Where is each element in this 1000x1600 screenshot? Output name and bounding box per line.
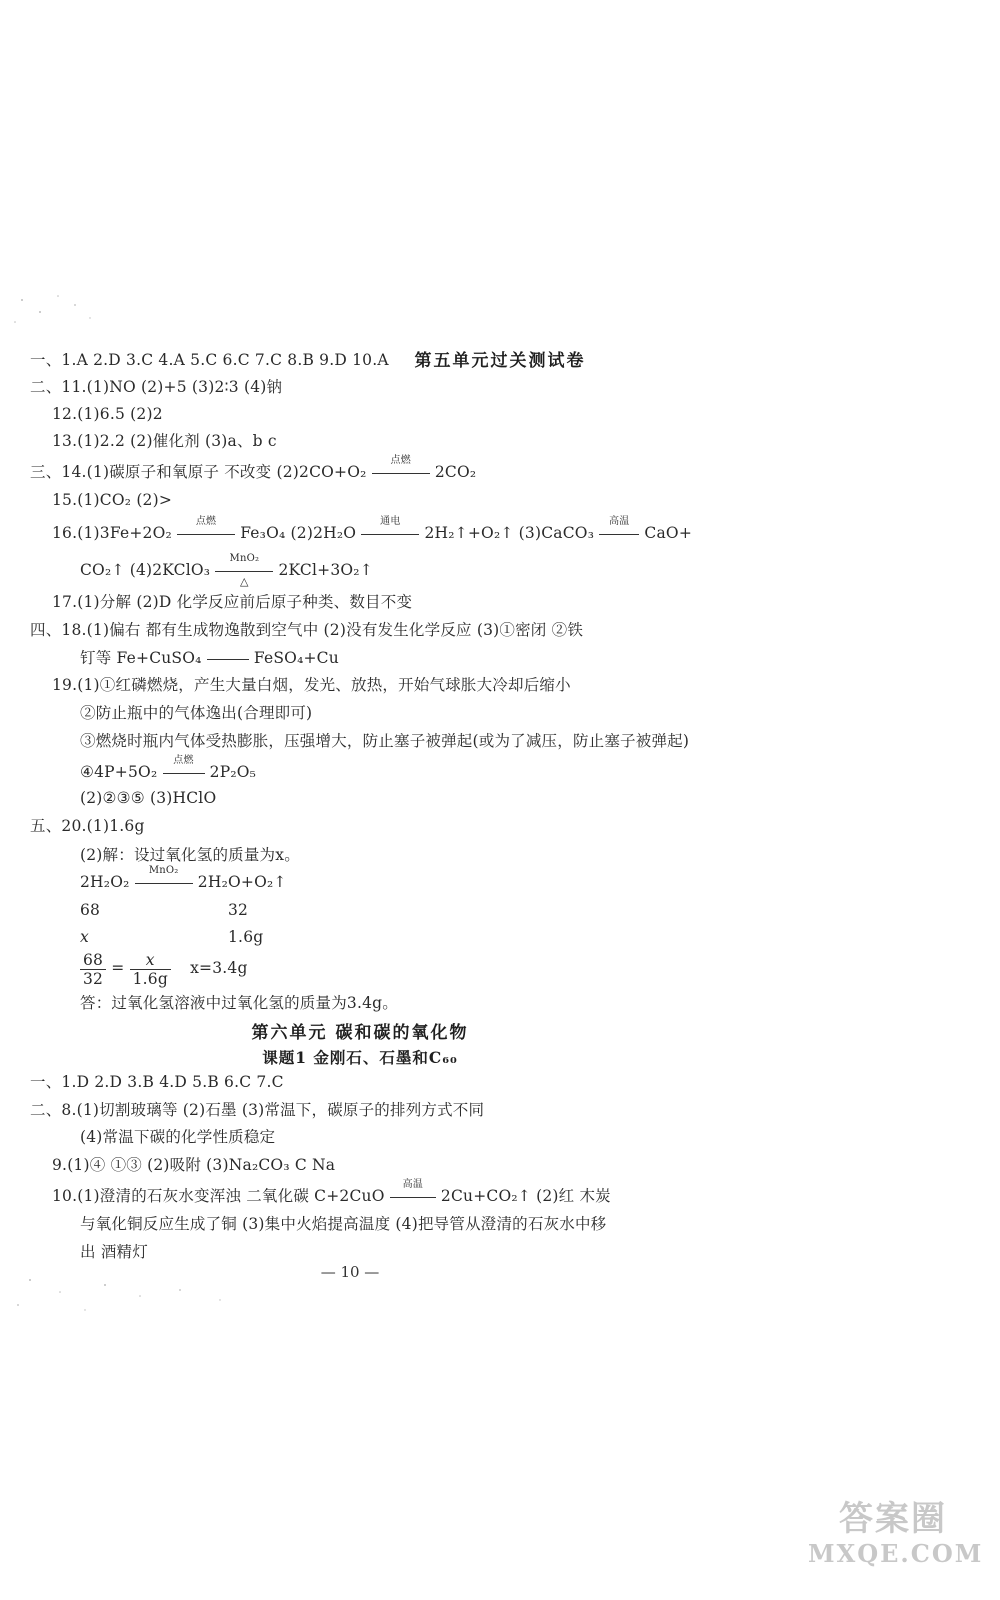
section6-subtitle: 课题1 金刚石、石墨和C₆₀ [262,1048,458,1067]
reaction-arrow [361,516,419,543]
s6-answer-line-8b: (4)常温下碳的化学性质稳定 [80,1128,276,1146]
eq10-lead: 10.(1)澄清的石灰水变浑浊 二氧化碳 C+2CuO [52,1187,385,1205]
answer-line-16b [80,553,373,588]
ratio-68: 68 [80,901,101,919]
reaction-arrow [372,455,430,482]
ratio-x: x [80,928,89,946]
s6-answer-line-1: 一、1.D 2.D 3.B 4.D 5.B 6.C 7.C [30,1073,284,1091]
s6-answer-line-10b: 与氧化铜反应生成了铜 (3)集中火焰提高温度 (4)把导管从澄清的石灰水中移 [80,1215,607,1233]
fraction-denominator: 1.6g [132,969,168,988]
watermark-sub-text: MXQE.COM [808,1539,984,1568]
answer-line-1: 一、1.A 2.D 3.C 4.A 5.C 6.C 7.C 8.B 9.D 10.A [30,351,389,369]
eq19-tail: 2P₂O₅ [209,763,257,781]
watermark-logo [808,1498,984,1578]
proportion-equation [80,948,248,988]
reaction-arrow [599,516,639,543]
reaction-arrow [177,516,235,543]
eq16d-lead: CO₂↑ (4)2KClO₃ [80,561,211,579]
fraction-x-1-6g [130,951,171,988]
answer-line-19c: ③燃烧时瓶内气体受热膨胀，压强增大，防止塞子被弹起(或为了减压，防止塞子被弹起) [80,732,690,750]
answer-line-13: 13.(1)2.2 (2)催化剂 (3)a、b c [52,432,277,450]
eq16c-tail: CaO+ [644,524,693,542]
section5-title: 第五单元过关测试卷 [414,351,586,371]
reaction-condition: MnO₂ [148,865,179,876]
answer-line-20b: (2)解：设过氧化氢的质量为x。 [80,846,300,864]
eq20-lead: 2H₂O₂ [80,873,130,891]
fraction-68-32 [80,951,106,988]
s6-answer-line-10c: 出 酒精灯 [80,1243,148,1261]
equals-sign: = [111,959,125,977]
answer-line-18a: 四、18.(1)偏右 都有生成物逸散到空气中 (2)没有发生化学反应 (3)①密闭 ②铁 [30,621,584,639]
s6-answer-line-8a: 二、8.(1)切割玻璃等 (2)石墨 (3)常温下，碳原子的排列方式不同 [30,1101,485,1119]
ratio-1-6g: 1.6g [228,928,264,946]
reaction-arrow [135,865,193,892]
answer-line-11: 二、11.(1)NO (2)+5 (3)2∶3 (4)钠 [30,378,283,396]
answer-line-20-eq [80,865,287,892]
eq10-tail: 2Cu+CO₂↑ (2)红 木炭 [440,1187,611,1205]
reaction-condition: 高温 [609,516,630,527]
reaction-arrow [390,1179,436,1206]
reaction-arrow [215,553,273,588]
eq16a-mid: Fe₃O₄ (2)2H₂O [240,524,357,542]
watermark-main-text: 答案圈 [839,1499,947,1539]
eq19-lead: ④4P+5O₂ [80,763,158,781]
reaction-condition: MnO₂ [229,553,260,564]
answer-line-14 [30,455,477,482]
reaction-condition: 高温 [402,1179,423,1190]
eq16a-lead: 16.(1)3Fe+2O₂ [52,524,172,542]
eq16d-tail: 2KCl+3O₂↑ [278,561,373,579]
reaction-condition: 点燃 [173,755,194,766]
reaction-arrow [207,648,249,668]
reaction-condition: 点燃 [390,455,411,466]
reaction-arrow [163,755,205,782]
answer-line-19b: ②防止瓶中的气体逸出(合理即可) [80,704,313,722]
page-number: — 10 — [320,1263,380,1281]
eq14-tail: 2CO₂ [434,463,477,481]
ratio-32: 32 [228,901,249,919]
fraction-numerator: 68 [80,951,106,970]
section6-title: 第六单元 碳和碳的氧化物 [251,1023,469,1043]
reaction-condition: 通电 [380,516,401,527]
answer-line-12: 12.(1)6.5 (2)2 [52,405,163,423]
eq14-lead: 三、14.(1)碳原子和氧原子 不改变 (2)2CO+O₂ [30,463,367,481]
answer-line-16a [52,516,693,543]
solution-value: x=3.4g [190,959,248,977]
answer-line-15: 15.(1)CO₂ (2)> [52,491,173,509]
heat-symbol: △ [240,575,249,588]
eq16b-mid: 2H₂↑+O₂↑ (3)CaCO₃ [424,524,595,542]
eq18-tail: FeSO₄+Cu [253,649,339,667]
eq18-lead: 钉等 Fe+CuSO₄ [80,649,202,667]
reaction-condition: 点燃 [195,516,217,527]
s6-answer-line-10a [52,1179,611,1206]
fraction-numerator: x [130,951,171,970]
answer-line-19a: 19.(1)①红磷燃烧，产生大量白烟，发光、放热，开始气球胀大冷却后缩小 [52,676,571,694]
answer-conclusion: 答：过氧化氢溶液中过氧化氢的质量为3.4g。 [80,994,398,1012]
answer-line-17: 17.(1)分解 (2)D 化学反应前后原子种类、数目不变 [52,593,413,611]
answer-line-19d [80,755,257,782]
answer-line-18b [80,648,339,668]
eq20-tail: 2H₂O+O₂↑ [197,873,287,891]
answer-line-20a: 五、20.(1)1.6g [30,817,145,835]
fraction-denominator: 32 [83,969,104,988]
answer-line-19e: (2)②③⑤ (3)HClO [80,789,217,807]
s6-answer-line-9: 9.(1)④ ①③ (2)吸附 (3)Na₂CO₃ C Na [52,1156,336,1174]
